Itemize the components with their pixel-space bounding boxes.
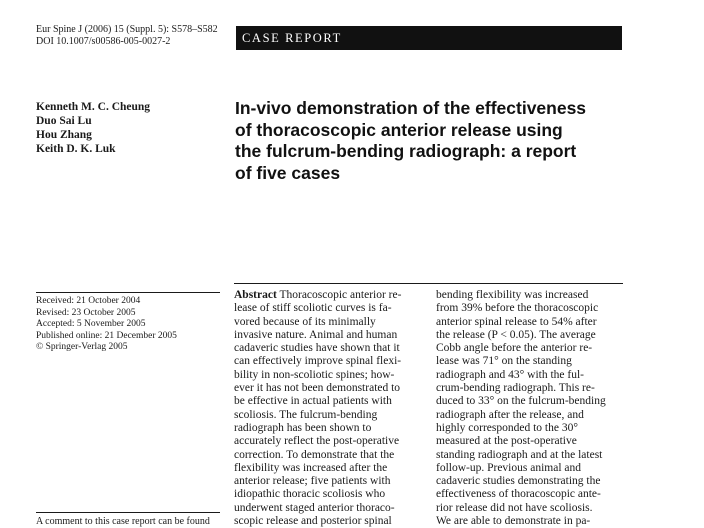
abstract-line: accurately reflect the post-operative [234, 435, 400, 448]
abstract-line: the release (P < 0.05). The average [436, 328, 596, 341]
accepted-date: Accepted: 5 November 2005 [36, 319, 146, 330]
abstract-line: anterior spinal release to 54% after [436, 315, 597, 328]
abstract-line: radiograph has been shown to [234, 421, 372, 434]
title-line: of thoracoscopic anterior release using [235, 119, 563, 140]
abstract-line: lease of stiff scoliotic curves is fa- [234, 302, 392, 315]
title-line: In-vivo demonstration of the effectiveness [235, 98, 587, 118]
abstract-line: bending flexibility was increased [436, 289, 589, 301]
doi-link[interactable]: DOI 10.1007/s00586-005-0027-2 [36, 36, 171, 47]
abstract-line: radiograph after the release, and [436, 408, 584, 421]
footnote-divider [36, 512, 220, 513]
abstract-column-2 [436, 289, 606, 528]
abstract-line: effectiveness of thoracoscopic ante- [436, 488, 601, 501]
abstract-line: bility in non-scoliotic spines; how- [234, 368, 395, 381]
abstract-line: cadaveric studies demonstrating the [436, 475, 601, 488]
abstract-line: We are able to demonstrate in pa- [436, 515, 591, 528]
abstract-line: standing radiograph and at the latest [436, 448, 603, 461]
abstract-heading: Abstract [234, 289, 277, 301]
abstract-line: lease was 71° on the standing [436, 355, 572, 368]
article-title [235, 98, 615, 184]
abstract-line: flexibility was increased after the [234, 461, 388, 474]
abstract-line: cadaveric studies have shown that it [234, 342, 400, 355]
abstract-divider [234, 283, 623, 284]
abstract-column-1 [234, 289, 401, 528]
abstract-line: be effective in actual patients with [234, 395, 392, 408]
abstract-line: Cobb angle before the anterior re- [436, 342, 593, 355]
abstract-line: correction. To demonstrate that the [234, 448, 395, 461]
author-name: Kenneth M. C. Cheung [36, 101, 151, 113]
copyright-notice: © Springer-Verlag 2005 [36, 342, 128, 353]
abstract-line: from 39% before the thoracoscopic [436, 302, 599, 315]
abstract-line: radiograph and 43° with the ful- [436, 368, 584, 381]
author-name: Keith D. K. Luk [36, 143, 116, 155]
dates-divider [36, 292, 220, 293]
abstract-line: follow-up. Previous animal and [436, 461, 582, 474]
abstract-line: highly corresponded to the 30° [436, 421, 578, 434]
abstract-line: crum-bending radiograph. This re- [436, 382, 595, 395]
abstract-line: scoliosis. The fulcrum-bending [234, 408, 378, 421]
publication-dates [36, 296, 177, 354]
article-type-banner [236, 26, 622, 50]
abstract-line: idiopathic thoracic scoliosis who [234, 488, 386, 501]
author-name: Hou Zhang [36, 129, 92, 141]
journal-citation: Eur Spine J (2006) 15 (Suppl. 5): S578–S582 [36, 24, 218, 35]
author-name: Duo Sai Lu [36, 115, 92, 127]
abstract-line: vored because of its minimally [234, 315, 376, 328]
abstract-line: invasive nature. Animal and human [234, 328, 398, 341]
abstract-line: scopic release and posterior spinal [234, 515, 392, 528]
published-date: Published online: 21 December 2005 [36, 330, 177, 341]
abstract-line: underwent staged anterior thoraco- [234, 501, 395, 514]
abstract-line: duced to 33° on the fulcrum-bending [436, 395, 606, 408]
title-line: the fulcrum-bending radiograph: a report [235, 141, 577, 161]
author-list [36, 100, 150, 156]
article-type-label: CASE REPORT [242, 31, 342, 45]
revised-date: Revised: 23 October 2005 [36, 307, 136, 318]
abstract-line: anterior release; five patients with [234, 475, 391, 488]
title-line: of five cases [235, 162, 341, 183]
abstract-text: Thoracoscopic anterior re- [279, 289, 402, 301]
abstract-line [234, 289, 401, 302]
abstract-line: ever it has not been demonstrated to [234, 382, 401, 395]
journal-info [36, 24, 218, 48]
received-date: Received: 21 October 2004 [36, 296, 141, 306]
abstract-line: can effectively improve spinal flexi- [234, 355, 402, 368]
footnote: A comment to this case report can be found [36, 516, 210, 527]
abstract-line: measured at the post-operative [436, 435, 577, 448]
abstract-line: rior release did not have scoliosis. [436, 501, 593, 514]
